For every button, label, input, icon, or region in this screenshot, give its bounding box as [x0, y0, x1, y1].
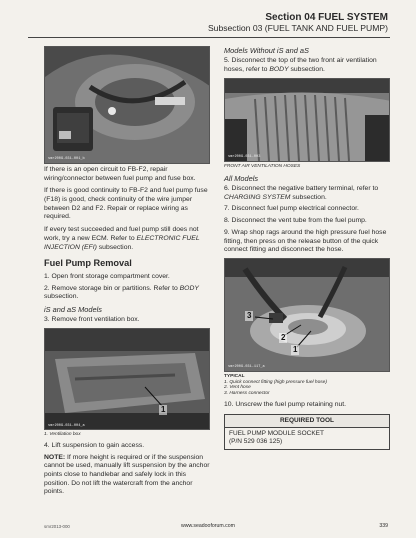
note: NOTE: If more height is required or if the suspension cannot be used, manually lift suspension by the anchor points close to handlebar and safely lock in this position. Do not lift the watercraft from the anchor points. — [44, 453, 210, 496]
photo-code: smr2009-031-001_b — [48, 157, 85, 162]
paragraph: If there is good continuity to FB-F2 and fuel pump fuse (F18) is good, check continuity of the wire jumper between D2 and F2. Repair or replace wiring as required. — [44, 187, 208, 221]
reference-link: BODY — [179, 284, 199, 292]
subsection-title: Subsection 03 (FUEL TANK AND FUEL PUMP) — [207, 22, 388, 33]
photo-code: smr2009-031-117_a — [228, 365, 265, 370]
photo-ventilation-hoses — [224, 78, 390, 162]
callout-3: 3 — [247, 310, 252, 320]
ventilation-hoses-photo — [225, 79, 390, 161]
step-7: 7. Disconnect fuel pump electrical connector. — [224, 205, 359, 213]
step-1: 1. Open front storage compartment cover. — [44, 272, 170, 280]
tool-entry: FUEL PUMP MODULE SOCKET (P/N 529 036 125) — [229, 429, 324, 446]
paragraph: If every test succeeded and fuel pump still does not work, try a new ECM. Refer to ELECTRONIC FUEL INJECTION (EFI) subsection. — [44, 226, 200, 251]
photo-fuse-box — [44, 46, 210, 164]
step-10: 10. Unscrew the fuel pump retaining nut. — [224, 400, 347, 408]
photo-caption: TYPICAL 1. Quick connect fitting (high pressure fuel hose) 2. Vent hose 3. Harness connector — [224, 373, 327, 397]
right-column — [224, 46, 390, 450]
required-tool-box — [224, 414, 390, 450]
paragraph: If there is an open circuit to FB-F2, repair wiring/connector between fuel pump and fuse box. — [44, 166, 196, 182]
callout-1: 1 — [293, 344, 298, 354]
step-3: 3. Remove front ventilation box. — [44, 316, 140, 324]
callout-1: 1 — [161, 405, 166, 415]
model-subheading: All Models — [224, 173, 259, 183]
reference-link: CHARGING SYSTEM — [224, 193, 291, 201]
step-9: 9. Wrap shop rags around the high pressure fuel hose fitting, then press on the release button of the quick connect fitting and disconnect the hose. — [224, 228, 387, 254]
callout-2: 2 — [281, 332, 286, 342]
photo-fuel-pump — [224, 258, 390, 372]
doc-code: smr2013-000 — [44, 524, 70, 529]
model-subheading: iS and aS Models — [44, 305, 102, 315]
page-number: 339 — [379, 523, 388, 529]
step-8: 8. Disconnect the vent tube from the fuel pump. — [224, 217, 367, 225]
step-6: 6. Disconnect the negative battery terminal, refer to CHARGING SYSTEM subsection. — [224, 185, 379, 201]
reference-link: ELECTRONIC FUEL INJECTION (EFI) — [44, 234, 200, 251]
section-heading: Fuel Pump Removal — [44, 258, 132, 269]
step-2: 2. Remove storage bin or partitions. Refer to BODY subsection. — [44, 284, 199, 301]
model-subheading: Models Without iS and aS — [224, 46, 309, 55]
step-4: 4. Lift suspension to gain access. — [44, 441, 145, 449]
tool-header: REQUIRED TOOL — [225, 415, 389, 428]
header-rule — [28, 37, 390, 38]
fuse-box-photo — [45, 47, 210, 163]
left-column — [44, 46, 210, 501]
photo-code: smr2009-031-003 — [228, 155, 261, 160]
page-header — [208, 12, 388, 33]
footer-url: www.seadooforum.com — [181, 523, 235, 529]
step-5: 5. Disconnect the top of the two front air ventilation hoses, refer to BODY subsection. — [224, 57, 377, 74]
reference-link: BODY — [269, 66, 289, 74]
photo-code: smr2009-031-004_a — [48, 423, 85, 428]
ventilation-box-photo — [45, 329, 210, 429]
photo-caption: FRONT AIR VENTILATION HOSES — [224, 163, 301, 169]
photo-caption: 1. Ventilation box — [44, 432, 81, 438]
section-title: Section 04 FUEL SYSTEM — [265, 12, 388, 23]
photo-ventilation-box — [44, 328, 210, 430]
